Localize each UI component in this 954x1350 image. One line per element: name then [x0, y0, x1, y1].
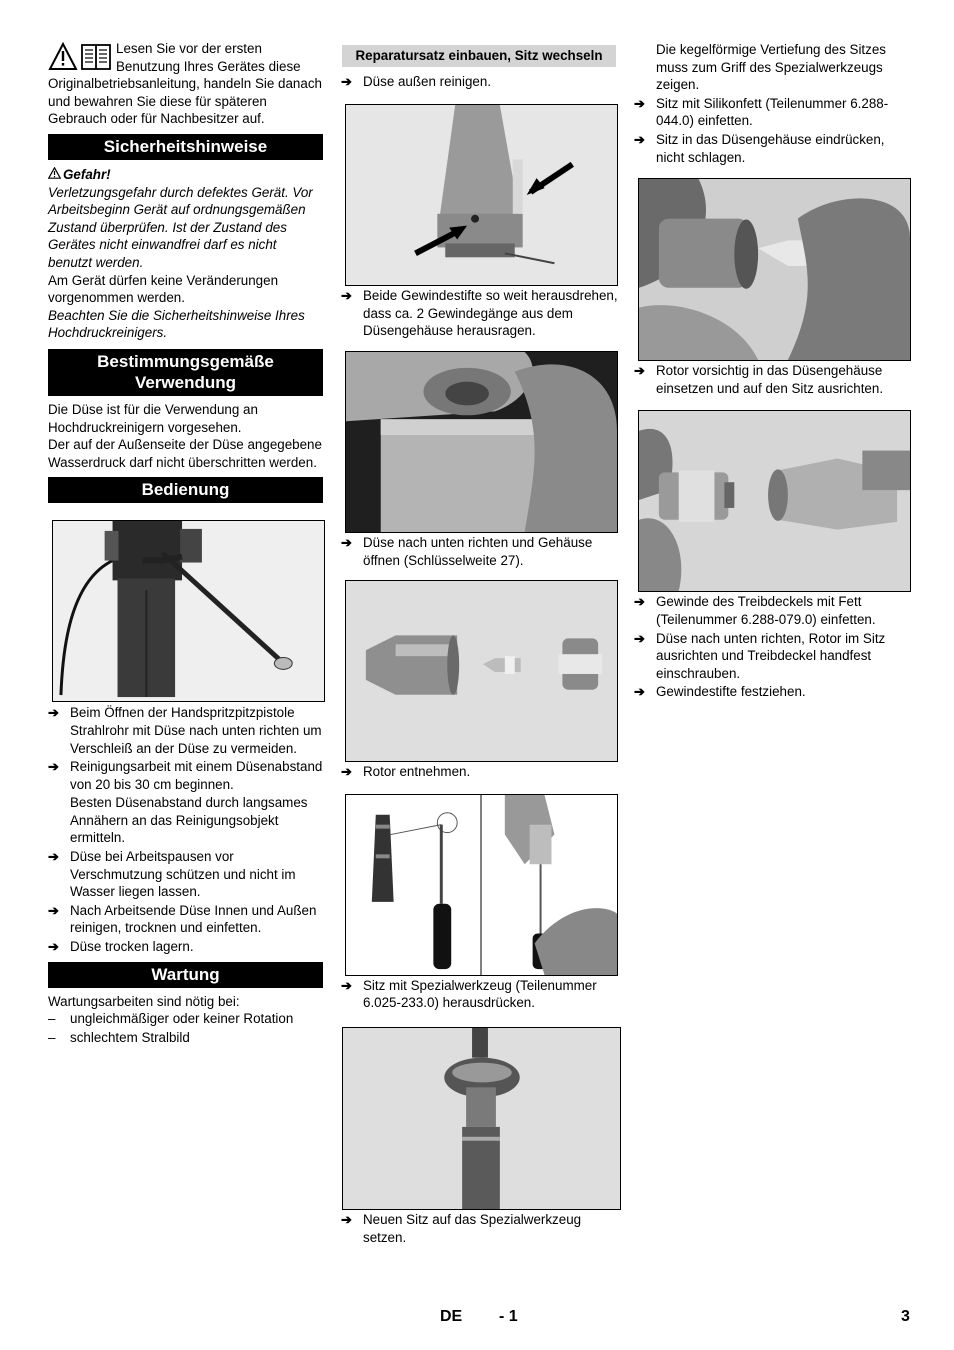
- footer-page-number: 3: [901, 1308, 910, 1325]
- intro-note: [48, 40, 323, 130]
- repair-step-5: ➔ Sitz mit Spezialwerkzeug (Teilenummer 6.025-233.0) herausdrücken.: [341, 977, 597, 1011]
- repair-step-2: ➔ Beide Gewindestifte so weit herausdrehen, dass ca. 2 Gewindegänge aus dem Düsengehäuse herausragen.: [341, 288, 618, 339]
- warning-triangle-icon: [48, 166, 63, 184]
- arrow-icon: ➔: [634, 684, 645, 700]
- maintenance-item: – schlechtem Stralbild: [48, 1029, 190, 1045]
- operation-step-4: ➔ Nach Arbeitsende Düse Innen und Außen reinigen, trocknen und einfetten.: [48, 902, 317, 936]
- reassembly-step-1: ➔ Sitz mit Silikonfett (Teilenummer 6.288-044.0) einfetten.: [634, 95, 889, 129]
- footer-language: DE: [440, 1308, 463, 1325]
- operation-steps: [48, 704, 323, 955]
- footer-page-ref: - 1: [499, 1308, 518, 1325]
- maintenance-item: – ungleichmäßiger oder keiner Rotation: [48, 1011, 294, 1027]
- arrow-icon: ➔: [48, 705, 59, 721]
- arrow-icon: ➔: [341, 534, 352, 550]
- arrow-icon: ➔: [634, 363, 645, 379]
- intro-text: Lesen Sie vor der ersten Benutzung Ihres Gerätes diese Originalbetriebsanleitung, handeln Sie danach und bewahren Sie diese für späteren Gebrauch oder für Nachbesitzer auf.: [48, 41, 322, 127]
- arrow-icon: ➔: [634, 594, 645, 610]
- reassembly-step-6: ➔ Gewindestifte festziehen.: [634, 684, 806, 700]
- photo-special-tool-pressing-seat: [345, 794, 618, 976]
- arrow-icon: ➔: [341, 1211, 352, 1227]
- operation-step-1: ➔ Beim Öffnen der Handspritzpitzpistole Strahlrohr mit Düse nach unten richten um Verschleiß an der Düse zu vermeiden.: [48, 705, 322, 756]
- column-left: [48, 40, 323, 1046]
- maintenance-intro: Wartungsarbeiten sind nötig bei:: [48, 993, 240, 1009]
- safety-note-cleaner: Beachten Sie die Sicherheitshinweise Ihres Hochdruckreinigers.: [48, 307, 305, 341]
- intended-use-p1: Die Düse ist für die Verwendung an Hochdruckreinigern vorgesehen.: [48, 401, 258, 435]
- intended-use-block: [48, 401, 323, 471]
- warning-triangle-icon: [50, 44, 76, 69]
- arrow-icon: ➔: [634, 630, 645, 646]
- intended-use-heading: Bestimmungsgemäße Verwendung: [48, 349, 323, 396]
- arrow-icon: ➔: [48, 939, 59, 955]
- safety-heading: Sicherheitshinweise: [48, 134, 323, 160]
- danger-text: Verletzungsgefahr durch defektes Gerät. Vor Arbeitsbeginn Gerät auf ordnungsgemäßen Zustand überprüfen. Ist der Zustand des Gerätes nicht einwandfrei darf es nicht benutzt werden.: [48, 184, 313, 270]
- arrow-icon: ➔: [634, 131, 645, 147]
- photo-disassembled-nozzle-parts: [345, 580, 618, 762]
- repair-heading: Reparatursatz einbauen, Sitz wechseln: [342, 45, 616, 67]
- photo-inserting-rotor: [638, 410, 911, 592]
- repair-step-1: ➔ Düse außen reinigen.: [341, 73, 492, 89]
- arrow-icon: ➔: [341, 764, 352, 780]
- danger-block: [48, 166, 323, 342]
- photo-new-seat-on-tool: [342, 1027, 621, 1210]
- safety-note-modifications: Am Gerät dürfen keine Veränderungen vorgenommen werden.: [48, 272, 279, 306]
- repair-step-4: ➔ Rotor entnehmen.: [341, 764, 471, 780]
- arrow-icon: ➔: [48, 902, 59, 918]
- danger-label: Gefahr!: [63, 167, 111, 182]
- operation-step-5: ➔ Düse trocken lagern.: [48, 939, 194, 955]
- maintenance-block: [48, 993, 323, 1047]
- arrow-icon: ➔: [341, 73, 352, 89]
- operation-step-2-note: Besten Düsenabstand durch langsames Annähern an das Reinigungsobjekt ermitteln.: [70, 795, 308, 846]
- column-middle: [341, 45, 621, 1246]
- arrow-icon: ➔: [48, 849, 59, 865]
- repair-step-3: ➔ Düse nach unten richten und Gehäuse öffnen (Schlüsselweite 27).: [341, 534, 593, 568]
- photo-operator-with-spray-lance: [52, 520, 325, 702]
- arrow-icon: ➔: [341, 288, 352, 304]
- reassembly-step-2: ➔ Sitz in das Düsengehäuse eindrücken, nicht schlagen.: [634, 131, 885, 165]
- maintenance-heading: Wartung: [48, 962, 323, 988]
- operation-heading: Bedienung: [48, 477, 323, 503]
- photo-wrench-opening-housing: [345, 351, 618, 533]
- arrow-icon: ➔: [48, 759, 59, 775]
- intended-use-p2: Der auf der Außenseite der Düse angegebene Wasserdruck darf nicht überschritten werden.: [48, 437, 322, 470]
- seat-orientation-note: Die kegelförmige Vertiefung des Sitzes muss zum Griff des Spezialwerkzeugs zeigen.: [656, 42, 886, 93]
- arrow-icon: ➔: [341, 977, 352, 993]
- open-book-icon: [82, 45, 110, 69]
- arrow-icon: ➔: [634, 95, 645, 111]
- reassembly-step-4: ➔ Gewinde des Treibdeckels mit Fett (Teilenummer 6.288-079.0) einfetten.: [634, 594, 876, 627]
- operation-step-3: ➔ Düse bei Arbeitspausen vor Verschmutzung schützen und nicht im Wasser liegen lassen.: [48, 849, 296, 900]
- photo-pressing-seat-into-housing: [638, 178, 911, 361]
- repair-step-6: ➔ Neuen Sitz auf das Spezialwerkzeug setzen.: [341, 1211, 582, 1245]
- reassembly-step-3: ➔ Rotor vorsichtig in das Düsengehäuse einsetzen und auf den Sitz ausrichten.: [634, 363, 884, 396]
- operation-step-2: ➔ Reinigungsarbeit mit einem Düsenabstand von 20 bis 30 cm beginnen.: [48, 759, 323, 792]
- column-right: [634, 41, 912, 701]
- photo-nozzle-set-screws: [345, 104, 618, 286]
- reassembly-step-5: ➔ Düse nach unten richten, Rotor im Sitz ausrichten und Treibdeckel handfest einschrauben.: [634, 630, 886, 681]
- intro-icons: [48, 42, 114, 72]
